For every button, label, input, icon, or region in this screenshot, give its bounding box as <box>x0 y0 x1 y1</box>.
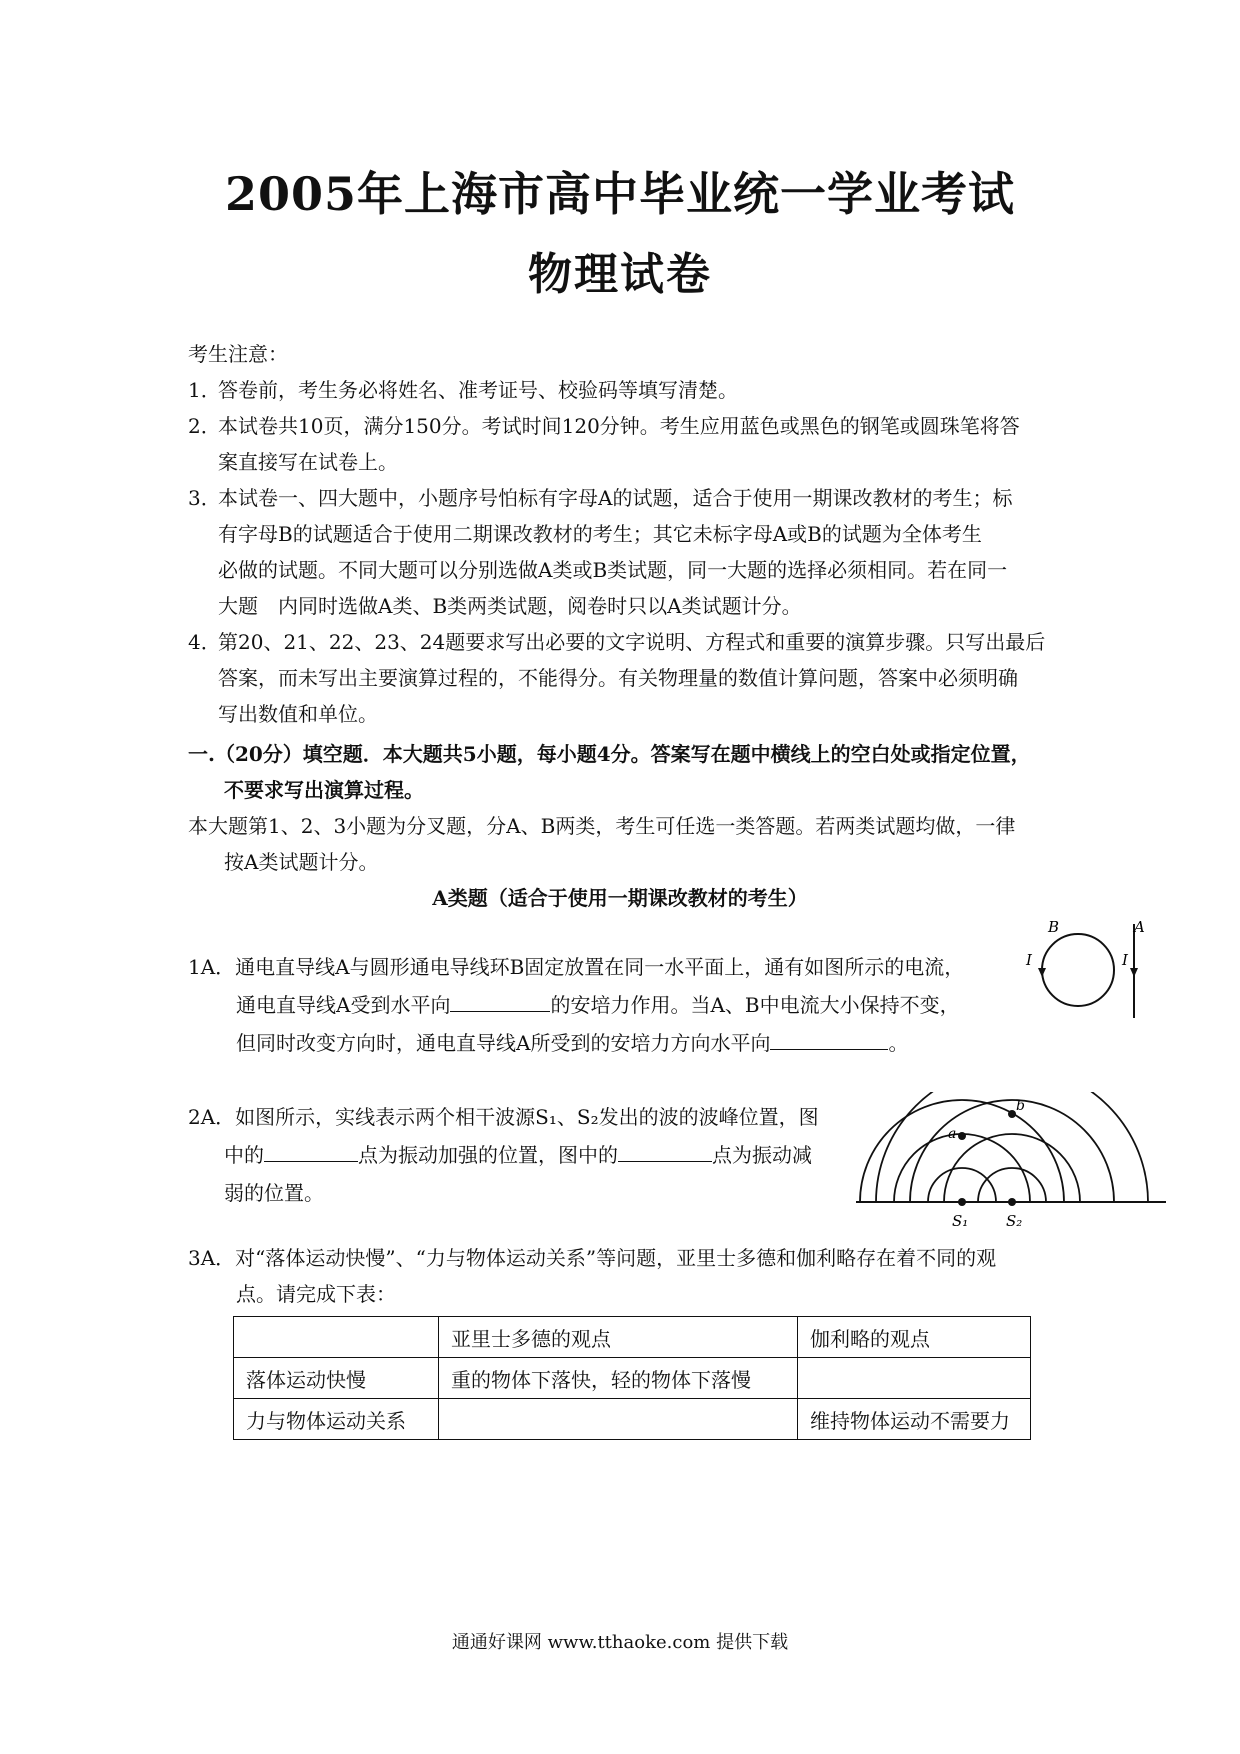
answer-blank[interactable] <box>450 989 550 1012</box>
answer-blank[interactable] <box>264 1139 358 1162</box>
candidate-notes <box>188 336 1058 732</box>
category-a-subtitle: A类题（适合于使用一期课改教材的考生） <box>432 886 808 910</box>
question-text: 点为振动减 <box>712 1143 812 1167</box>
question-text: 通电直导线A与圆形通电导线环B固定放置在同一水平面上，通有如图所示的电流， <box>235 955 965 979</box>
question-3a <box>188 1240 1058 1312</box>
question-text: 弱的位置。 <box>224 1181 324 1205</box>
question-text: 对“落体运动快慢”、“力与物体运动关系”等问题，亚里士多德和伽利略存在着不同的观 <box>235 1246 997 1270</box>
exam-title: 2005年上海市高中毕业统一学业考试 <box>224 167 1016 221</box>
question-text: 点。请完成下表： <box>236 1282 396 1306</box>
table-cell: 重的物体下落快，轻的物体下落慢 <box>439 1358 798 1399</box>
table-cell <box>234 1317 439 1358</box>
answer-blank[interactable] <box>618 1139 712 1162</box>
table-cell: 伽利略的观点 <box>798 1317 1031 1358</box>
question-text: 的安培力作用。当A、B中电流大小保持不变， <box>550 993 960 1017</box>
question-label: 2A． <box>188 1105 236 1129</box>
note-line: 答卷前，考生务必将姓名、准考证号、校验码等填写清楚。 <box>218 378 738 402</box>
point-a-label: a <box>948 1126 957 1142</box>
current-label: I <box>1122 951 1128 969</box>
note-line: 本试卷共10页，满分150分。考试时间120分钟。考生应用蓝色或黑色的钢笔或圆珠笔将答 <box>218 414 1020 438</box>
current-label: I <box>1026 951 1032 969</box>
note-line: 大题 内同时选做A类、B类两类试题，阅卷时只以A类试题计分。 <box>218 594 802 618</box>
section-note-line: 按A类试题计分。 <box>224 850 379 874</box>
point-b-label: b <box>1016 1098 1025 1114</box>
section-1-heading <box>188 736 1058 808</box>
note-number: 3． <box>188 486 221 510</box>
note-number: 2． <box>188 414 221 438</box>
question-text: 通电直导线A受到水平向 <box>236 993 451 1017</box>
ring-label: B <box>1048 918 1060 936</box>
table-header-row <box>234 1317 1031 1358</box>
note-line: 必做的试题。不同大题可以分别选做A类或B类试题，同一大题的选择必须相同。若在同一 <box>218 558 1008 582</box>
question-text: 但同时改变方向时，通电直导线A所受到的安培力方向水平向 <box>236 1031 771 1055</box>
section-heading-line: 一.（20分）填空题．本大题共5小题，每小题4分。答案写在题中横线上的空白处或指定位置， <box>188 742 1031 766</box>
table-cell: 落体运动快慢 <box>234 1358 439 1399</box>
notes-heading: 考生注意： <box>188 342 288 366</box>
table-cell: 亚里士多德的观点 <box>439 1317 798 1358</box>
note-item <box>188 624 1058 732</box>
note-line: 答案，而未写出主要演算过程的，不能得分。有关物理量的数值计算问题，答案中必须明确 <box>218 666 1018 690</box>
source-s2-label: S₂ <box>1006 1212 1023 1230</box>
question-text: 点为振动加强的位置，图中的 <box>358 1143 618 1167</box>
answer-blank[interactable] <box>770 1027 888 1050</box>
section-1-note <box>188 808 1058 880</box>
table-cell: 维持物体运动不需要力 <box>798 1399 1031 1440</box>
note-item <box>188 408 1058 480</box>
wire-ring-figure <box>1020 914 1150 1024</box>
note-line: 写出数值和单位。 <box>218 702 378 726</box>
section-note-line: 本大题第1、2、3小题为分叉题，分A、B两类，考生可任选一类答题。若两类试题均做，一律 <box>188 814 1016 838</box>
note-item <box>188 372 1058 408</box>
source-s1-label: S₁ <box>952 1212 969 1230</box>
question-label: 1A． <box>188 955 236 979</box>
note-line: 有字母B的试题适合于使用二期课改教材的考生；其它未标字母A或B的试题为全体考生 <box>218 522 982 546</box>
question-text: 。 <box>888 1031 909 1055</box>
page-footer: 通通好课网 www.tthaoke.com 提供下载 <box>451 1632 789 1653</box>
question-label: 3A． <box>188 1246 236 1270</box>
note-line: 第20、21、22、23、24题要求写出必要的文字说明、方程式和重要的演算步骤。只写出最后 <box>218 630 1046 654</box>
note-number: 1． <box>188 378 221 402</box>
wire-label: A <box>1134 918 1145 936</box>
exam-subject: 物理试卷 <box>528 249 712 300</box>
answer-cell[interactable] <box>439 1399 798 1440</box>
comparison-table <box>233 1316 1031 1440</box>
question-text: 如图所示，实线表示两个相干波源S₁、S₂发出的波的波峰位置，图 <box>235 1105 819 1129</box>
table-row <box>234 1358 1031 1399</box>
note-item <box>188 480 1058 624</box>
question-text: 中的 <box>224 1143 264 1167</box>
table-row <box>234 1399 1031 1440</box>
note-line: 本试卷一、四大题中，小题序号怕标有字母A的试题，适合于使用一期课改教材的考生；标 <box>218 486 1013 510</box>
question-1a <box>188 948 1028 1062</box>
wave-interference-figure <box>852 1092 1172 1242</box>
section-heading-line: 不要求写出演算过程。 <box>224 778 424 802</box>
table-cell: 力与物体运动关系 <box>234 1399 439 1440</box>
note-number: 4． <box>188 630 221 654</box>
note-line: 案直接写在试卷上。 <box>218 450 398 474</box>
answer-cell[interactable] <box>798 1358 1031 1399</box>
question-2a <box>188 1098 858 1212</box>
